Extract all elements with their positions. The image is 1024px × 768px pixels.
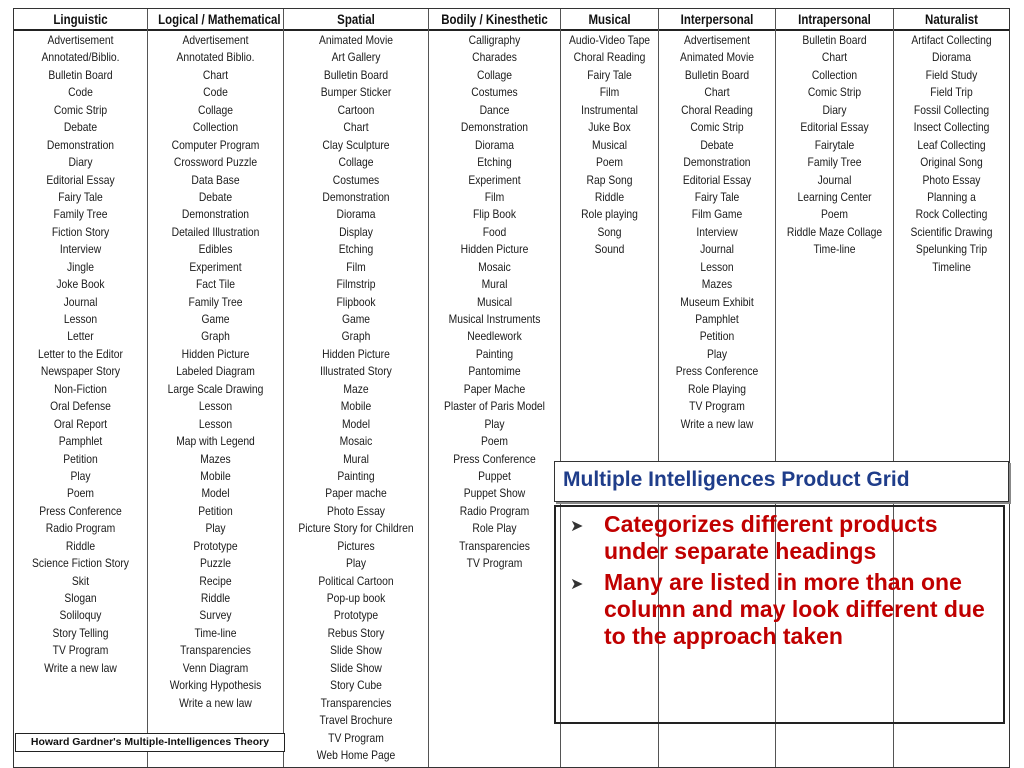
grid-item: Editorial Essay xyxy=(800,120,869,135)
grid-item: Hidden Picture xyxy=(181,346,250,361)
grid-item: Prototype xyxy=(333,608,379,623)
grid-item: Mural xyxy=(343,451,369,466)
grid-item: Write a new law xyxy=(179,695,252,710)
grid-item: Comic Strip xyxy=(690,120,744,135)
grid-item: Non-Fiction xyxy=(54,381,107,396)
grid-item: Graph xyxy=(201,329,230,344)
grid-item: Slide Show xyxy=(330,660,382,675)
grid-item: Write a new law xyxy=(680,416,754,431)
grid-item: Press Conference xyxy=(675,364,759,379)
grid-item: TV Program xyxy=(328,730,384,745)
grid-item: Letter to the Editor xyxy=(38,346,123,361)
grid-item: Advertisement xyxy=(47,33,114,47)
grid-item: Computer Program xyxy=(171,137,260,152)
grid-item: Diary xyxy=(822,102,847,117)
grid-item: Interview xyxy=(696,224,738,239)
grid-item: Poem xyxy=(821,207,848,222)
grid-item: Press Conference xyxy=(39,503,122,518)
grid-item: Science Fiction Story xyxy=(32,556,129,571)
grid-item: Venn Diagram xyxy=(182,660,249,675)
grid-item: Collection xyxy=(192,120,239,135)
grid-item: Fairy Tale xyxy=(58,189,103,204)
grid-item: Riddle xyxy=(65,538,96,553)
grid-item: Mosaic xyxy=(339,434,373,449)
grid-item: Diorama xyxy=(474,137,514,152)
grid-item: Field Trip xyxy=(930,85,973,100)
grid-item: Petition xyxy=(699,329,735,344)
grid-item: Jingle xyxy=(67,259,94,274)
grid-item: Planning a xyxy=(927,189,976,204)
grid-item: Lesson xyxy=(198,399,233,414)
grid-item: Play xyxy=(706,346,728,361)
grid-item: Photo Essay xyxy=(327,503,385,518)
grid-item: Collage xyxy=(197,102,233,117)
grid-item: Choral Reading xyxy=(681,102,753,117)
grid-item: Comic Strip xyxy=(53,102,108,117)
grid-item: Play xyxy=(345,556,367,571)
grid-item: Survey xyxy=(199,608,232,623)
grid-item: Debate xyxy=(198,189,233,204)
grid-item: Etching xyxy=(338,242,374,257)
grid-item: Picture Story for Children xyxy=(298,521,414,536)
grid-item: Bulletin Board xyxy=(802,33,867,47)
column-header: Naturalist xyxy=(925,12,978,27)
column-header: Spatial xyxy=(337,12,375,27)
grid-item: Musical xyxy=(592,137,627,152)
grid-item: Play xyxy=(484,416,505,431)
grid-item: Travel Brochure xyxy=(319,713,393,728)
grid-item: Game xyxy=(341,312,371,326)
grid-item: Oral Report xyxy=(53,416,108,431)
grid-item: Mobile xyxy=(340,399,372,414)
grid-item: Riddle xyxy=(200,591,231,605)
grid-item: Field Study xyxy=(925,67,978,82)
grid-item: Pop-up book xyxy=(326,591,386,605)
grid-item: Bulletin Board xyxy=(323,67,389,82)
grid-item: Fiction Story xyxy=(51,224,110,239)
overlay-bullet-list xyxy=(570,511,995,654)
grid-item: TV Program xyxy=(52,643,109,658)
grid-item: Mazes xyxy=(200,451,231,466)
overlay-title: Multiple Intelligences Product Grid xyxy=(563,468,910,491)
item-list xyxy=(148,31,283,712)
grid-item: Learning Center xyxy=(797,189,872,204)
source-caption: Howard Gardner's Multiple-Intelligences Theory xyxy=(15,733,285,752)
grid-item: Collage xyxy=(338,155,374,170)
grid-item: Timeline xyxy=(932,259,971,274)
grid-item: Oral Defense xyxy=(50,399,111,414)
grid-item: Photo Essay xyxy=(922,172,981,187)
grid-item: Map with Legend xyxy=(176,434,255,449)
grid-item: Riddle xyxy=(594,189,625,204)
grid-item: Transparencies xyxy=(320,695,392,710)
grid-item: Sound xyxy=(594,242,625,257)
grid-item: Pamphlet xyxy=(695,312,739,326)
grid-item: Newspaper Story xyxy=(40,364,121,379)
grid-item: Play xyxy=(205,521,226,536)
grid-item: Comic Strip xyxy=(807,85,862,100)
grid-item: TV Program xyxy=(689,399,745,414)
column-logical-mathematical xyxy=(148,9,284,767)
grid-item: Advertisement xyxy=(182,33,249,47)
grid-item: Time-line xyxy=(194,625,237,640)
item-list xyxy=(659,31,775,433)
overlay-bullet-text: Many are listed in more than one column and may look different due to the approach taken xyxy=(604,569,985,649)
grid-item: Lesson xyxy=(700,259,734,274)
grid-item: Annotated Biblio. xyxy=(176,50,255,65)
grid-item: Bumper Sticker xyxy=(320,85,392,100)
grid-item: Game xyxy=(201,312,230,326)
grid-item: Fairy Tale xyxy=(694,189,740,204)
grid-item: Artifact Collecting xyxy=(911,33,992,47)
grid-item: Rap Song xyxy=(586,172,633,187)
grid-item: Clay Sculpture xyxy=(322,137,390,152)
grid-item: Filmstrip xyxy=(336,277,376,292)
grid-item: Mazes xyxy=(701,277,733,292)
grid-item: Family Tree xyxy=(53,207,108,222)
grid-item: Display xyxy=(339,224,373,239)
column-linguistic xyxy=(14,9,148,767)
grid-item: Editorial Essay xyxy=(46,172,115,187)
grid-item: Experiment xyxy=(468,172,521,187)
grid-item: Cartoon xyxy=(337,102,375,117)
grid-item: Leaf Collecting xyxy=(917,137,986,152)
grid-item: Web Home Page xyxy=(316,747,396,762)
grid-item: Choral Reading xyxy=(573,50,646,65)
grid-item: Collection xyxy=(811,67,858,82)
grid-item: Flip Book xyxy=(472,207,517,222)
grid-item: Collage xyxy=(476,67,512,82)
grid-item: Mural xyxy=(481,277,508,292)
arrow-bullet-icon: ➤ xyxy=(570,576,584,593)
item-list xyxy=(561,31,658,259)
grid-item: Fairytale xyxy=(814,137,855,152)
grid-item: Demonstration xyxy=(683,155,751,170)
grid-item: Fossil Collecting xyxy=(913,102,990,117)
grid-item: Poem xyxy=(596,155,623,170)
grid-item: Chart xyxy=(821,50,848,65)
grid-item: Musical xyxy=(477,294,512,309)
grid-item: Prototype xyxy=(193,538,238,553)
grid-item: Needlework xyxy=(467,329,522,344)
grid-item: Audio-Video Tape xyxy=(568,33,651,47)
grid-item: Puppet xyxy=(478,468,511,483)
overlay-title-box xyxy=(554,461,1009,502)
grid-item: Demonstration xyxy=(460,120,529,135)
grid-item: Scientific Drawing xyxy=(910,224,993,239)
grid-item: Debate xyxy=(700,137,734,152)
grid-item: Chart xyxy=(343,120,369,135)
grid-item: Puppet Show xyxy=(463,486,526,501)
grid-item: Model xyxy=(341,416,371,431)
grid-item: Paper Mache xyxy=(463,381,526,396)
grid-item: Transparencies xyxy=(180,643,251,658)
grid-item: Etching xyxy=(477,155,512,170)
item-list xyxy=(14,31,147,677)
grid-item: Diary xyxy=(68,155,93,170)
grid-item: Large Scale Drawing xyxy=(167,381,264,396)
grid-item: Poem xyxy=(67,486,94,501)
grid-item: Film Game xyxy=(691,207,743,222)
grid-item: Riddle Maze Collage xyxy=(786,224,883,239)
column-header: Intrapersonal xyxy=(798,12,871,27)
grid-item: Paper mache xyxy=(325,486,387,501)
grid-item: Code xyxy=(68,85,93,100)
grid-item: Charades xyxy=(472,50,517,65)
grid-item: Food xyxy=(482,224,507,239)
grid-item: Letter xyxy=(67,329,94,344)
grid-item: Hidden Picture xyxy=(322,346,390,361)
grid-item: TV Program xyxy=(466,556,523,571)
grid-item: Soliloquy xyxy=(59,608,102,623)
grid-item: Poem xyxy=(481,434,508,449)
grid-item: Demonstration xyxy=(322,189,390,204)
grid-item: Plaster of Paris Model xyxy=(444,399,545,414)
grid-item: Demonstration xyxy=(181,207,250,222)
grid-item: Joke Book xyxy=(56,277,105,292)
grid-item: Bulletin Board xyxy=(684,67,750,82)
grid-item: Journal xyxy=(817,172,852,187)
overlay-bullet xyxy=(570,511,995,565)
grid-item: Family Tree xyxy=(188,294,243,309)
grid-item: Rebus Story xyxy=(327,625,385,640)
grid-item: Musical Instruments xyxy=(448,312,541,326)
grid-item: Art Gallery xyxy=(331,50,381,65)
grid-item: Film xyxy=(346,259,366,274)
grid-item: Radio Program xyxy=(45,521,116,536)
grid-item: Illustrated Story xyxy=(320,364,392,379)
grid-item: Dance xyxy=(479,102,510,117)
column-header: Musical xyxy=(588,12,631,27)
grid-item: Museum Exhibit xyxy=(680,294,754,309)
grid-item: Petition xyxy=(198,503,233,518)
grid-item: Animated Movie xyxy=(679,50,754,65)
grid-item: Model xyxy=(201,486,230,501)
grid-item: Pictures xyxy=(337,538,375,553)
grid-item: Editorial Essay xyxy=(682,172,752,187)
grid-item: Fairy Tale xyxy=(587,67,632,82)
grid-item: Debate xyxy=(63,120,98,135)
grid-item: Journal xyxy=(63,294,98,309)
grid-item: Play xyxy=(70,468,91,483)
arrow-bullet-icon: ➤ xyxy=(570,518,584,535)
column-header: Bodily / Kinesthetic xyxy=(441,12,548,27)
overlay-bullet-text: Categorizes different products under separate headings xyxy=(604,511,938,564)
grid-item: Code xyxy=(203,85,228,100)
grid-item: Working Hypothesis xyxy=(169,678,262,693)
grid-item: Advertisement xyxy=(684,33,750,47)
grid-item: Rock Collecting xyxy=(915,207,988,222)
grid-item: Story Cube xyxy=(330,678,382,693)
grid-item: Insect Collecting xyxy=(913,120,990,135)
grid-item: Petition xyxy=(63,451,98,466)
grid-item: Costumes xyxy=(471,85,518,100)
grid-item: Graph xyxy=(341,329,371,344)
column-header: Linguistic xyxy=(53,12,108,27)
overlay-bullet xyxy=(570,569,995,650)
grid-item: Chart xyxy=(202,67,229,82)
grid-item: Film xyxy=(484,189,505,204)
grid-item: Flipbook xyxy=(336,294,376,309)
grid-item: Hidden Picture xyxy=(460,242,529,257)
overlay-body-box xyxy=(554,505,1005,724)
grid-item: Chart xyxy=(704,85,730,100)
grid-item: Press Conference xyxy=(453,451,536,466)
grid-item: Calligraphy xyxy=(468,33,521,47)
grid-item: Instrumental xyxy=(581,102,638,117)
grid-item: Role playing xyxy=(581,207,638,222)
grid-item: Time-line xyxy=(813,242,856,257)
grid-item: Demonstration xyxy=(46,137,115,152)
grid-item: Role Play xyxy=(472,521,517,536)
grid-item: Pantomime xyxy=(468,364,521,379)
grid-item: Skit xyxy=(71,573,90,588)
item-list xyxy=(894,31,1009,276)
grid-item: Painting xyxy=(337,468,375,483)
grid-item: Annotated/Biblio. xyxy=(41,50,120,65)
grid-item: Song xyxy=(597,224,622,239)
grid-item: Story Telling xyxy=(52,625,109,640)
grid-item: Original Song xyxy=(920,155,983,170)
column-bodily-kinesthetic xyxy=(429,9,561,767)
grid-item: Bulletin Board xyxy=(48,67,113,82)
grid-item: Diorama xyxy=(336,207,376,222)
column-header: Interpersonal xyxy=(680,12,754,27)
column-header: Logical / Mathematical xyxy=(158,12,281,27)
item-list xyxy=(429,31,560,573)
grid-item: Detailed Illustration xyxy=(171,224,260,239)
grid-item: Film xyxy=(599,85,620,100)
grid-item: Fact Tile xyxy=(195,277,235,292)
grid-item: Transparencies xyxy=(459,538,530,553)
grid-item: Puzzle xyxy=(200,556,231,571)
grid-item: Mosaic xyxy=(478,259,511,274)
item-list xyxy=(776,31,893,259)
grid-item: Animated Movie xyxy=(318,33,393,47)
grid-item: Mobile xyxy=(200,468,231,483)
grid-item: Painting xyxy=(475,346,514,361)
grid-item: Crossword Puzzle xyxy=(173,155,258,170)
grid-item: Slogan xyxy=(64,591,97,605)
grid-item: Interview xyxy=(59,242,102,257)
grid-item: Journal xyxy=(700,242,734,257)
column-spatial xyxy=(284,9,429,767)
grid-item: Costumes xyxy=(332,172,380,187)
grid-item: Political Cartoon xyxy=(318,573,394,588)
item-list xyxy=(284,31,428,764)
grid-item: Labeled Diagram xyxy=(176,364,255,379)
grid-item: Radio Program xyxy=(459,503,530,518)
grid-item: Spelunking Trip xyxy=(915,242,988,257)
grid-item: Edibles xyxy=(198,242,233,257)
grid-item: Lesson xyxy=(63,312,98,326)
grid-item: Experiment xyxy=(189,259,242,274)
grid-item: Recipe xyxy=(199,573,232,588)
grid-item: Slide Show xyxy=(330,643,382,658)
grid-item: Maze xyxy=(343,381,369,396)
grid-item: Lesson xyxy=(198,416,233,431)
grid-item: Pamphlet xyxy=(58,434,103,449)
grid-item: Family Tree xyxy=(807,155,862,170)
grid-item: Juke Box xyxy=(588,120,631,135)
grid-item: Data Base xyxy=(191,172,240,187)
grid-item: Diorama xyxy=(931,50,971,65)
grid-item: Role Playing xyxy=(688,381,746,396)
grid-item: Write a new law xyxy=(44,660,117,675)
